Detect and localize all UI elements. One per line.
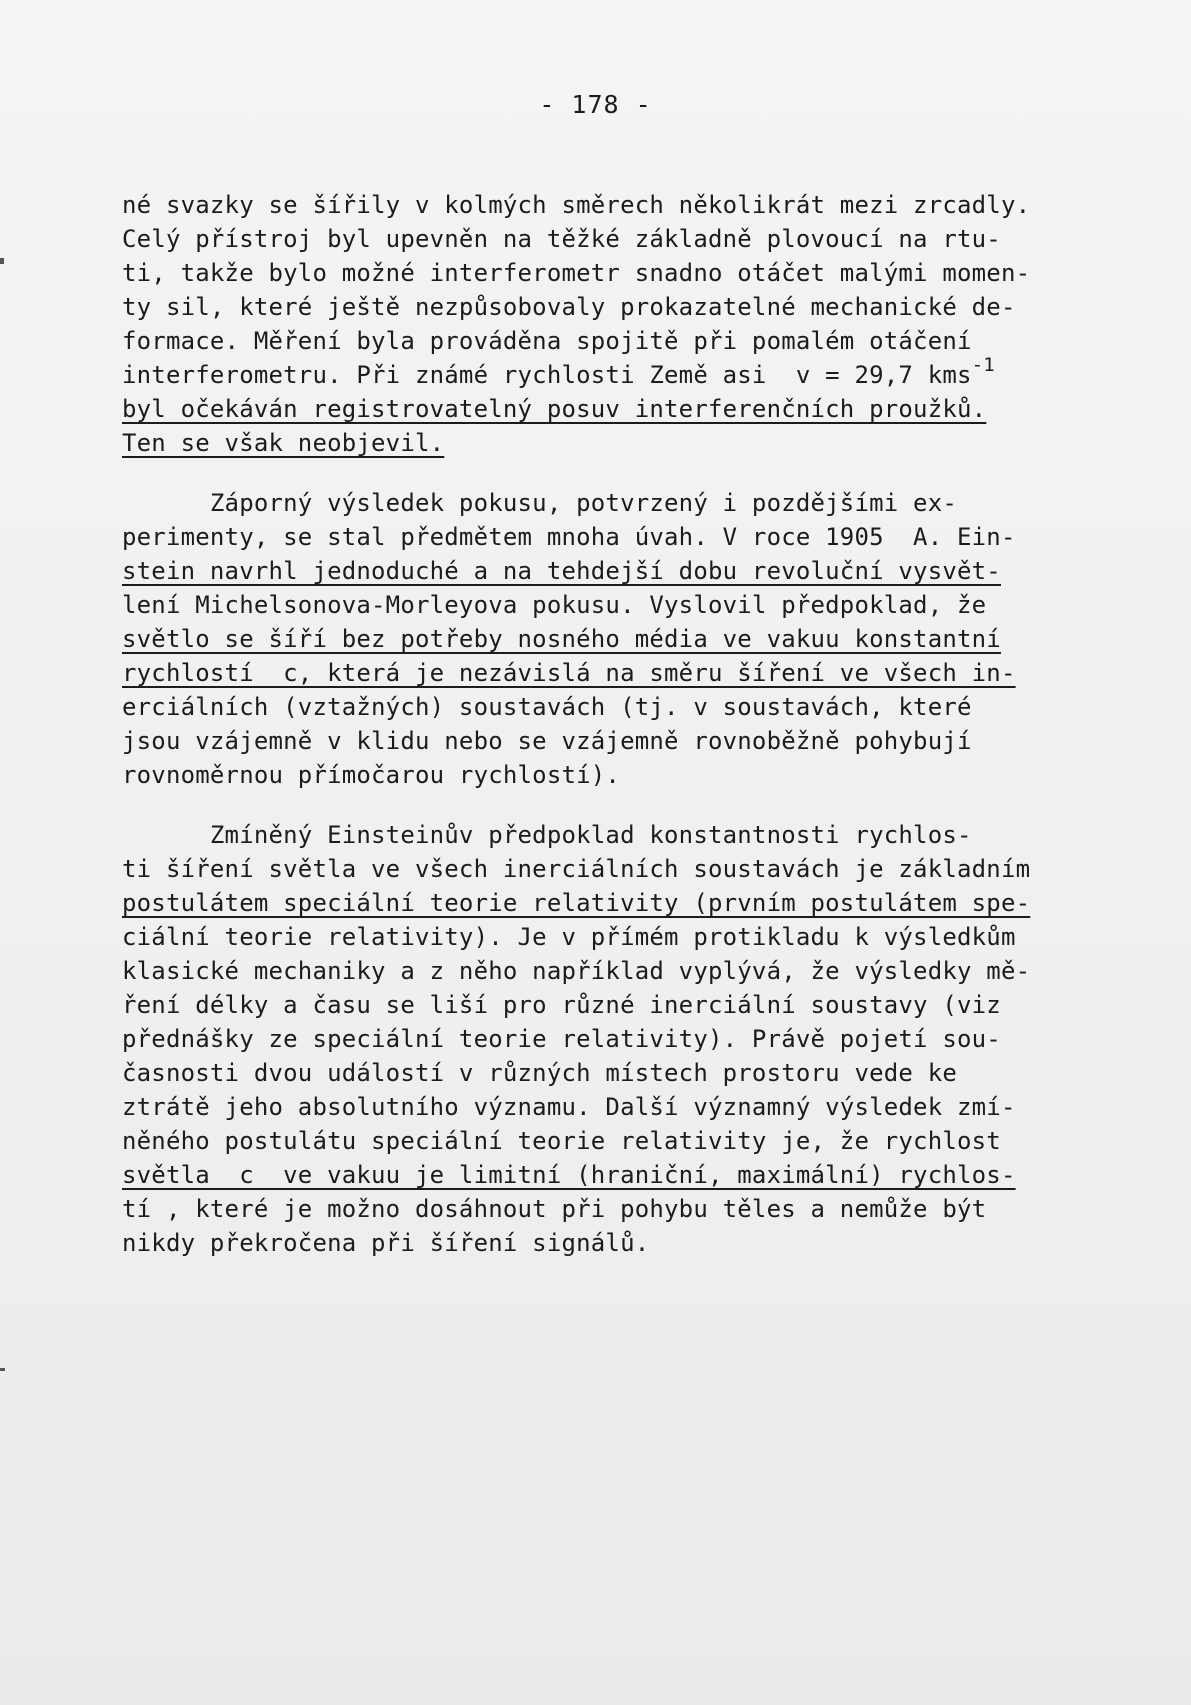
text-line: Celý přístroj byl upevněn na těžké základně plovoucí na rtu- [122,225,1001,253]
text-line: né svazky se šířily v kolmých směrech několikrát mezi zrcadly. [122,191,1031,219]
text-line: něného postulátu speciální teorie relativity je, že rychlost [122,1127,1001,1155]
underlined-line: Ten se však neobjevil. [122,429,445,457]
text-line: jsou vzájemně v klidu nebo se vzájemně rovnoběžně pohybují [122,727,972,755]
underlined-line: postulátem speciální teorie relativity (prvním postulátem spe- [122,889,1031,917]
text-line-with-superscript [122,354,1082,394]
text-line: klasické mechaniky a z něho například vyplývá, že výsledky mě- [122,957,1031,985]
text-line: ti, takže bylo možné interferometr snadno otáčet malými momen- [122,259,1031,287]
text-line: lení Michelsonova-Morleyova pokusu. Vyslovil předpoklad, že [122,591,987,619]
scan-speck [0,258,4,264]
underlined-line: světlo se šíří bez potřeby nosného média ve vakuu konstantní [122,625,1001,653]
underlined-line: byl očekáván registrovatelný posuv interferenčních proužků. [122,395,987,423]
text-line: perimenty, se stal předmětem mnoha úvah. V roce 1905 A. Ein- [122,523,1016,551]
underlined-line: světla c ve vakuu je limitní (hraniční, maximální) rychlos- [122,1161,1016,1189]
text-line: rovnoměrnou přímočarou rychlostí). [122,761,621,789]
scan-speck [0,1368,5,1371]
text-line: ty sil, které ještě nezpůsobovaly prokazatelné mechanické de- [122,293,1016,321]
underlined-line: stein navrhl jednoduché a na tehdejší dobu revoluční vysvět- [122,557,1001,585]
underlined-line: rychlostí c, která je nezávislá na směru šíření ve všech in- [122,659,1016,687]
text-line: interferometru. Při známé rychlosti Země asi v = 29,7 kms [122,361,972,389]
text-line: tí , které je možno dosáhnout při pohybu těles a nemůže být [122,1195,987,1223]
text-line: přednášky ze speciální teorie relativity). Právě pojetí sou- [122,1025,1001,1053]
text-line: Záporný výsledek pokusu, potvrzený i pozdějšími ex- [122,489,958,517]
text-line: nikdy překročena při šíření signálů. [122,1229,650,1257]
text-line: ti šíření světla ve všech inerciálních soustavách je základním [122,855,1031,883]
text-line: časnosti dvou událostí v různých místech prostoru vede ke [122,1059,958,1087]
text-line: Zmíněný Einsteinův předpoklad konstantnosti rychlos- [122,821,972,849]
text-line: ření délky a času se liší pro různé inerciální soustavy (viz [122,991,1001,1019]
text-line: ciální teorie relativity). Je v přímém protikladu k výsledkům [122,923,1016,951]
text-line: formace. Měření byla prováděna spojitě při pomalém otáčení [122,327,972,355]
text-line: ztrátě jeho absolutního významu. Další významný výsledek zmí- [122,1093,1016,1121]
text-line: erciálních (vztažných) soustavách (tj. v soustavách, které [122,693,972,721]
page-number: - 178 - [539,90,652,119]
superscript: -1 [971,354,995,376]
